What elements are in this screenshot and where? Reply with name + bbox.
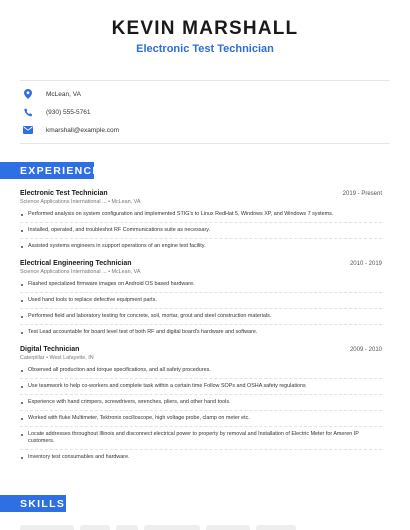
email-link[interactable]: kmarshall@example.com [46, 126, 120, 134]
envelope-icon [22, 124, 34, 136]
job-dates: 2019 - Present [342, 191, 382, 197]
job-bullet: Performed analysis on system configuration and implemented STIG's to Linux RedHat 5, Windows XP, and Windows 7 systems. [20, 207, 382, 223]
job-bullet: Worked with fluke Multimeter, Tektronix oscilloscope, high voltage probe, clamp on meter etc. [20, 411, 382, 427]
job-bullet: Locate addresses throughout Illinois and disconnect electrical power to property by removal and Installation of Electric Meter for Ameren IP customers. [20, 427, 382, 450]
job-bullet: Used hand tools to replace defective equipment parts. [20, 293, 382, 309]
skill-chip [20, 525, 74, 530]
job-entry [20, 346, 382, 465]
job-company: Caterpillar • West Lafayette, IN [20, 355, 94, 361]
job-bullet: Assisted systems engineers in support operations of an engine test facility. [20, 239, 382, 254]
location-text: McLean, VA [46, 90, 81, 98]
skill-chip [206, 525, 250, 530]
job-bullet: Use teamwork to help co-workers and complete task within a certain time Follow SOPs and OSHA safety regulations [20, 379, 382, 395]
job-company: Science Applications International ... • McLean, VA [20, 269, 141, 275]
job-bullet: Experience with hand crimpers, screwdrivers, wrenches, pliers, and other hand tools. [20, 395, 382, 411]
skills-heading: SKILLS [0, 495, 66, 512]
divider [20, 143, 390, 144]
job-title: Electrical Engineering Technician [20, 260, 132, 267]
job-company: Science Applications International ... • McLean, VA [20, 199, 141, 205]
phone-icon [22, 106, 34, 118]
job-title: Electronic Test Technician [20, 190, 108, 197]
job-bullet: Flashed specialized firmware images on Android OS based hardware. [20, 277, 382, 293]
contact-location [20, 85, 390, 103]
job-bullet: Test Lead accountable for board level test of both RF and digital board's hardware and software. [20, 325, 382, 340]
divider [20, 80, 390, 81]
skills-list [20, 525, 296, 530]
skill-chip [116, 525, 138, 530]
candidate-name: KEVIN MARSHALL [111, 18, 299, 39]
job-bullets [20, 363, 382, 465]
contact-phone [20, 103, 390, 121]
experience-list [20, 190, 382, 471]
job-entry [20, 190, 382, 254]
skill-chip [80, 525, 110, 530]
job-bullets [20, 207, 382, 254]
contact-block [20, 80, 390, 144]
job-dates: 2009 - 2010 [349, 347, 382, 353]
job-dates: 2010 - 2019 [349, 261, 382, 267]
skill-chip [144, 525, 200, 530]
job-bullet: Installed, operated, and troubleshot RF Communications suite as necessary. [20, 223, 382, 239]
resume-header [0, 0, 410, 55]
job-bullet: Inventory test consumables and hardware. [20, 450, 382, 465]
job-bullet: Performed field and laboratory testing for concrete, soil, mortar, grout and steel construction materials. [20, 309, 382, 325]
job-title: Digital Technician [20, 346, 80, 353]
job-entry [20, 260, 382, 340]
phone-text: (930) 555-5761 [46, 108, 91, 116]
job-bullet: Observed all production and torque specifications, and all safety procedures. [20, 363, 382, 379]
map-pin-icon [22, 88, 34, 100]
candidate-title: Electronic Test Technician [136, 43, 274, 55]
job-bullets [20, 277, 382, 340]
skill-chip [256, 525, 296, 530]
contact-email [20, 121, 390, 139]
experience-heading: EXPERIENCE [0, 162, 94, 179]
